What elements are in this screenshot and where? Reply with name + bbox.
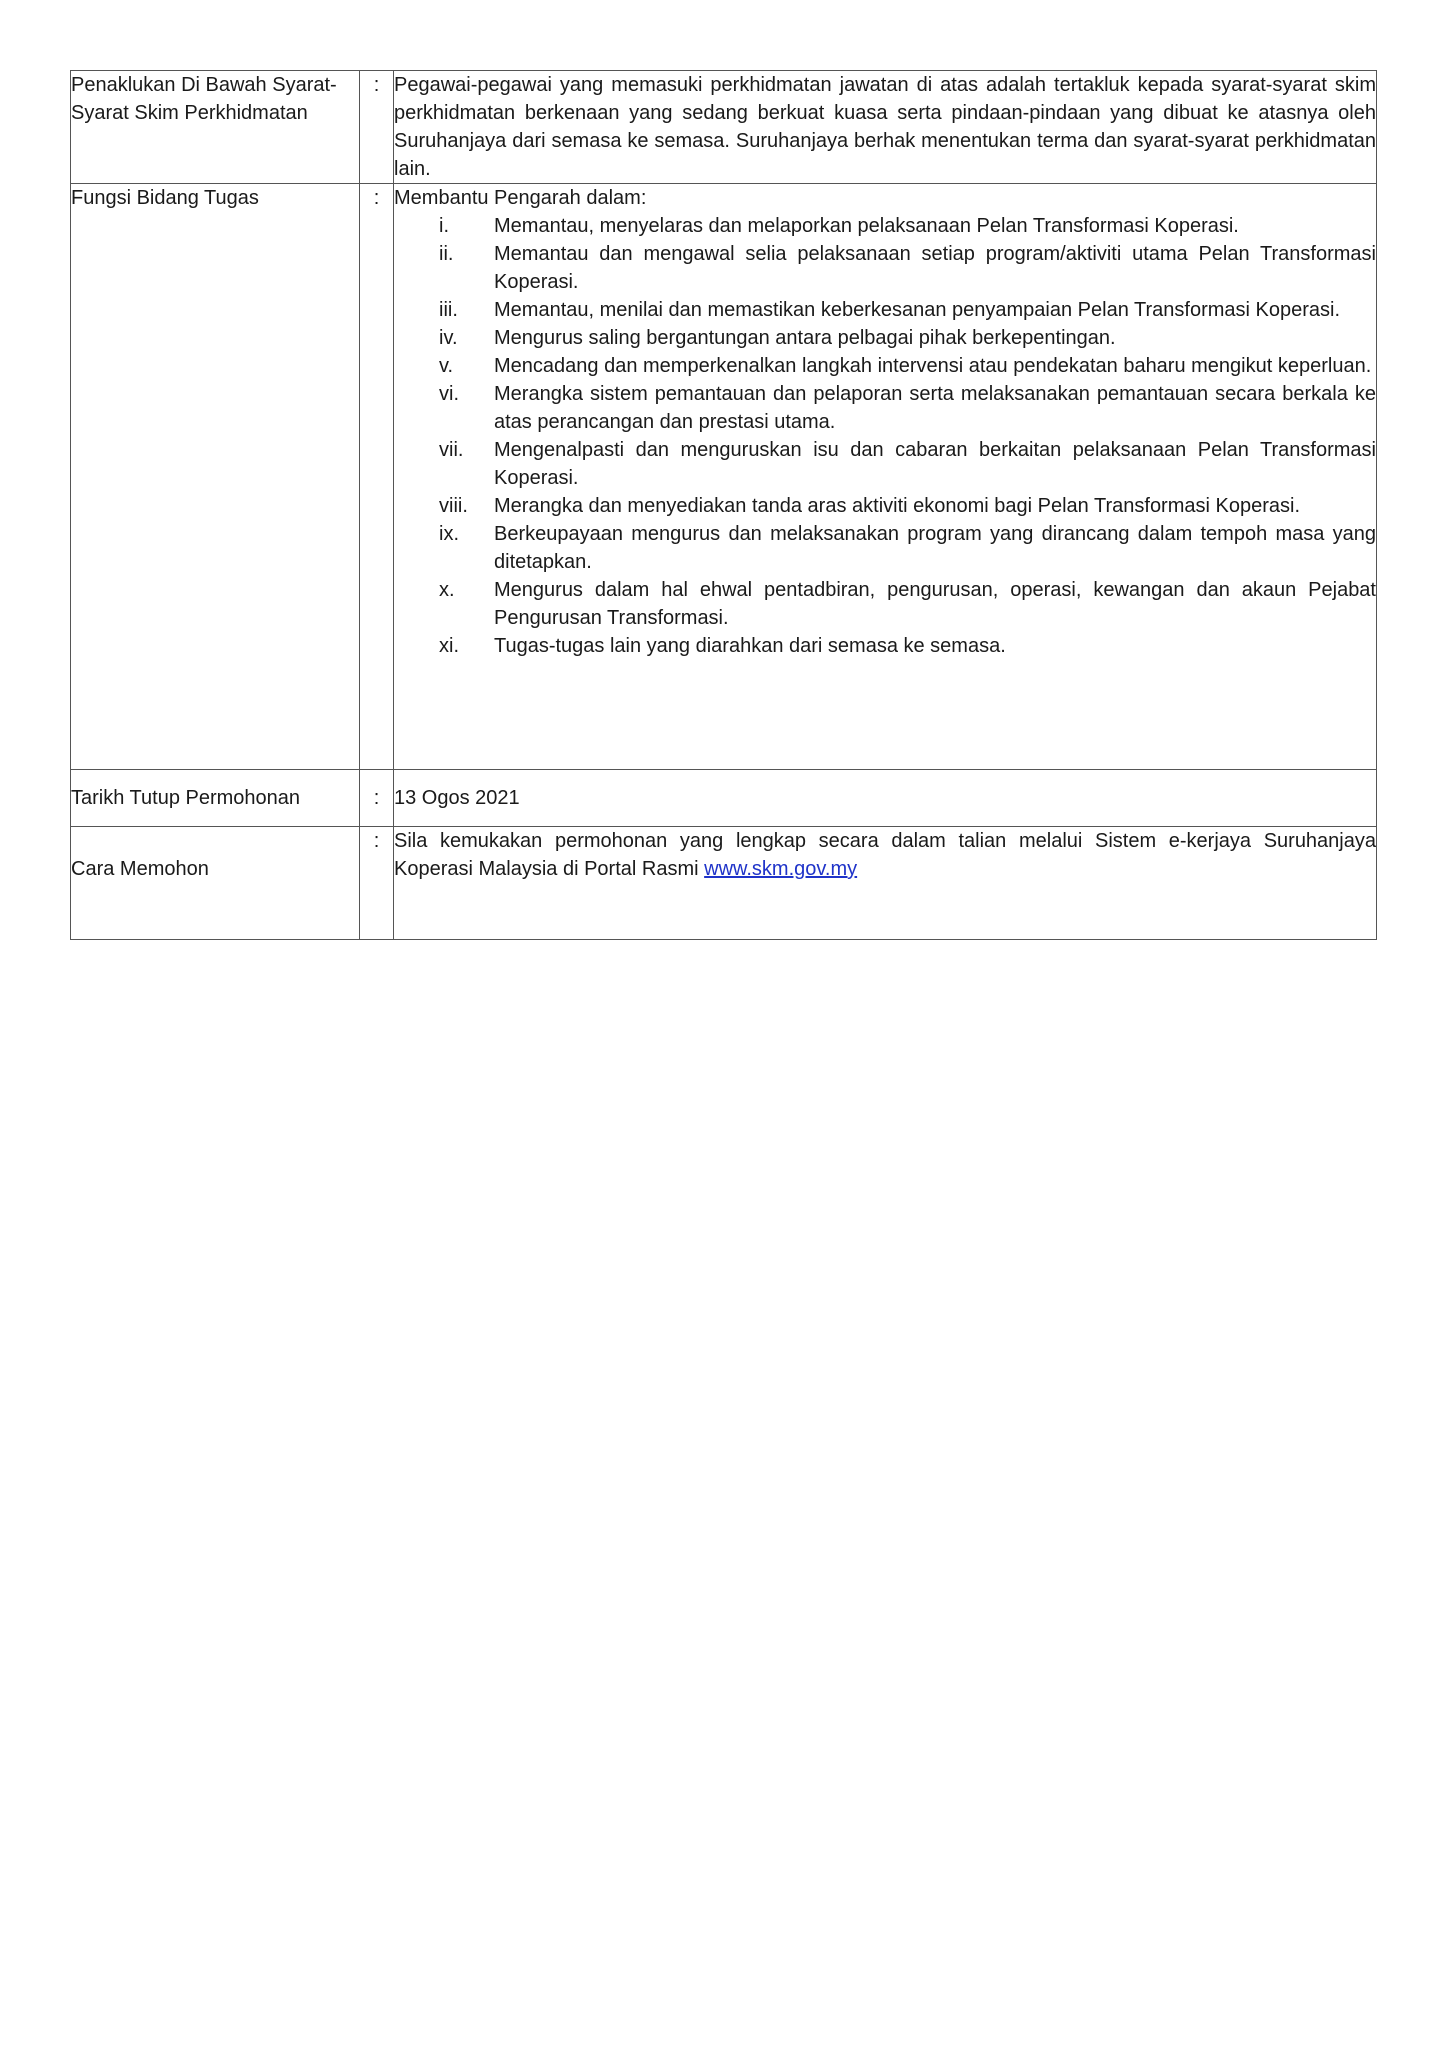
list-item-number: vii. bbox=[439, 439, 464, 461]
duties-intro: Membantu Pengarah dalam: bbox=[394, 187, 647, 209]
list-item-number: v. bbox=[439, 355, 454, 377]
list-item-text: Merangka sistem pemantauan dan pelaporan serta melaksanakan pemantauan secara berkala ke atas perancangan dan prestasi utama. bbox=[494, 383, 1376, 433]
job-details-table bbox=[70, 70, 1377, 940]
row-colon: : bbox=[360, 71, 394, 184]
row-colon: : bbox=[360, 770, 394, 827]
list-item bbox=[394, 520, 1376, 576]
duties-list bbox=[394, 212, 1376, 660]
list-item-text: Berkeupayaan mengurus dan melaksanakan program yang dirancang dalam tempoh masa yang ditetapkan. bbox=[494, 523, 1376, 573]
list-item-text: Memantau dan mengawal selia pelaksanaan setiap program/aktiviti utama Pelan Transformasi Koperasi. bbox=[494, 243, 1376, 293]
list-item-text: Mengurus dalam hal ehwal pentadbiran, pengurusan, operasi, kewangan dan akaun Pejabat Pengurusan Transformasi. bbox=[494, 579, 1376, 629]
list-item bbox=[394, 296, 1376, 324]
row-colon: : bbox=[360, 184, 394, 770]
list-item bbox=[394, 576, 1376, 632]
list-item bbox=[394, 436, 1376, 492]
row-label: Fungsi Bidang Tugas bbox=[71, 184, 360, 770]
list-item bbox=[394, 632, 1376, 660]
list-item bbox=[394, 324, 1376, 352]
list-item bbox=[394, 492, 1376, 520]
list-item bbox=[394, 380, 1376, 436]
list-item-number: vi. bbox=[439, 383, 459, 405]
list-item-number: i. bbox=[439, 215, 449, 237]
row-value: Pegawai-pegawai yang memasuki perkhidmatan jawatan di atas adalah tertakluk kepada syarat-syarat skim perkhidmatan berkenaan yang sedang berkuat kuasa serta pindaan-pindaan yang dibuat ke atasnya oleh Suruhanjaya dari semasa ke semasa. Suruhanjaya berhak menentukan terma dan syarat-syarat perkhidmatan lain. bbox=[394, 71, 1377, 184]
list-item bbox=[394, 240, 1376, 296]
table-row bbox=[71, 184, 1377, 770]
row-colon: : bbox=[360, 827, 394, 940]
row-label: Tarikh Tutup Permohonan bbox=[71, 770, 360, 827]
portal-link[interactable]: www.skm.gov.my bbox=[704, 858, 858, 880]
row-label: Cara Memohon bbox=[71, 827, 360, 940]
table-row bbox=[71, 770, 1377, 827]
list-item-text: Memantau, menilai dan memastikan keberkesanan penyampaian Pelan Transformasi Koperasi. bbox=[494, 299, 1341, 321]
list-item-text: Tugas-tugas lain yang diarahkan dari semasa ke semasa. bbox=[494, 635, 1006, 657]
row-label: Penaklukan Di Bawah Syarat-Syarat Skim Perkhidmatan bbox=[71, 71, 360, 184]
list-item-number: iii. bbox=[439, 299, 458, 321]
list-item-number: ii. bbox=[439, 243, 454, 265]
application-method bbox=[394, 827, 1377, 940]
list-item-number: viii. bbox=[439, 495, 468, 517]
list-item-text: Memantau, menyelaras dan melaporkan pelaksanaan Pelan Transformasi Koperasi. bbox=[494, 215, 1239, 237]
list-item-text: Mengurus saling bergantungan antara pelbagai pihak berkepentingan. bbox=[494, 327, 1116, 349]
table-row bbox=[71, 827, 1377, 940]
list-item-number: iv. bbox=[439, 327, 458, 349]
list-item bbox=[394, 212, 1376, 240]
table-row bbox=[71, 71, 1377, 184]
list-item bbox=[394, 352, 1376, 380]
closing-date: 13 Ogos 2021 bbox=[394, 770, 1377, 827]
list-item-text: Mencadang dan memperkenalkan langkah intervensi atau pendekatan baharu mengikut keperluan. bbox=[494, 355, 1372, 377]
list-item-text: Mengenalpasti dan menguruskan isu dan cabaran berkaitan pelaksanaan Pelan Transformasi Koperasi. bbox=[494, 439, 1376, 489]
list-item-number: ix. bbox=[439, 523, 459, 545]
list-item-number: x. bbox=[439, 579, 455, 601]
duties-cell bbox=[394, 184, 1377, 770]
list-item-text: Merangka dan menyediakan tanda aras aktiviti ekonomi bagi Pelan Transformasi Koperasi. bbox=[494, 495, 1300, 517]
list-item-number: xi. bbox=[439, 635, 459, 657]
application-text: Sila kemukakan permohonan yang lengkap secara dalam talian melalui Sistem e-kerjaya Suruhanjaya Koperasi Malaysia di Portal Rasmi bbox=[394, 830, 1376, 880]
